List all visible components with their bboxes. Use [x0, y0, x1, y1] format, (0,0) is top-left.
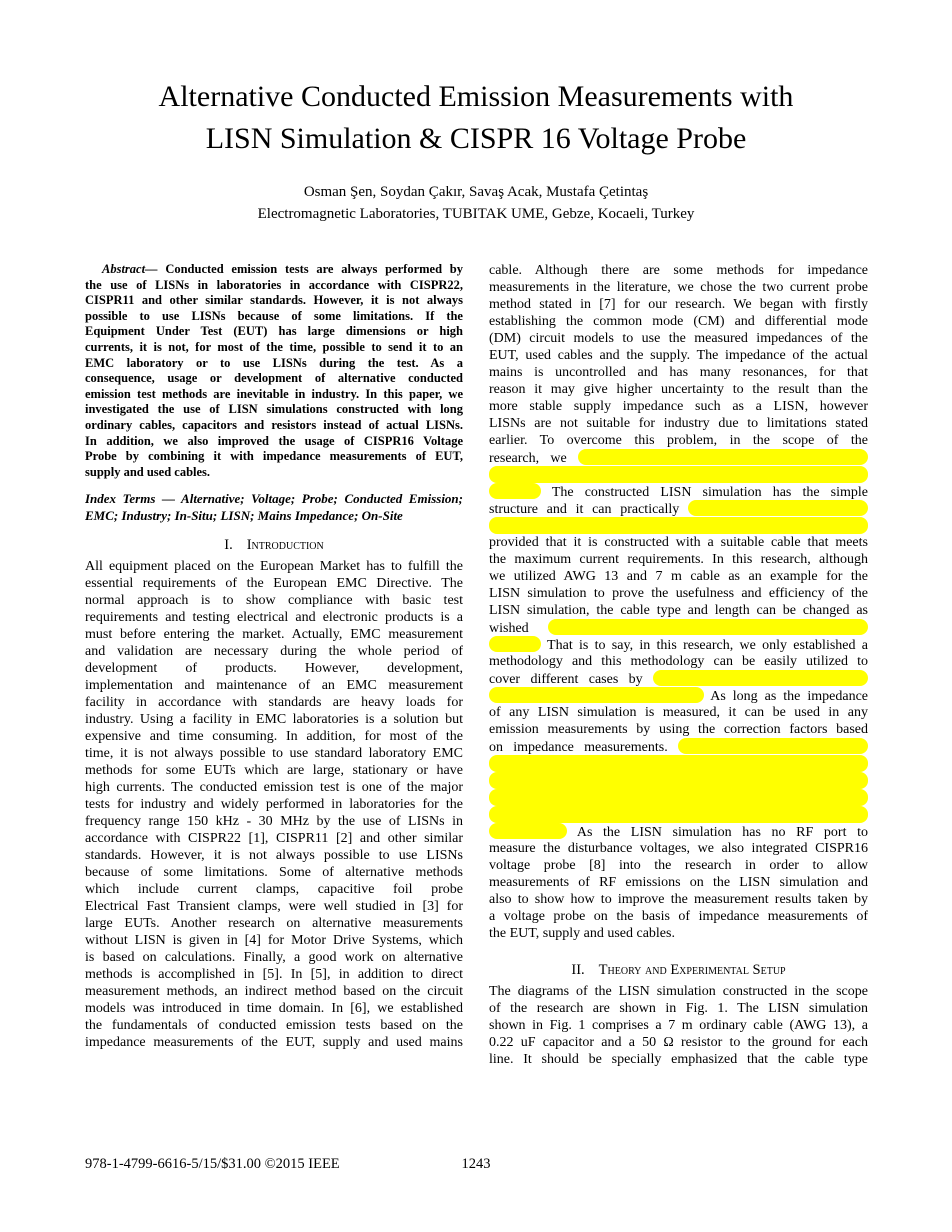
- abstract-line: the use of LISNs in laboratories in accordance with CISPR22,: [85, 277, 463, 292]
- section-number: I.: [224, 537, 233, 554]
- abstract-line: currents, it is not, for most of the time, possible to send it to an: [85, 339, 463, 354]
- body-text-line: methodology and this methodology can be easily utilized to: [489, 654, 868, 669]
- body-text-line: voltage probe [8] into the research in order to allow: [489, 858, 868, 873]
- body-text-line: also to show how to improve the measurement results taken by: [489, 892, 868, 907]
- body-text-line: [489, 517, 868, 534]
- abstract-line: In addition, we also improved the usage of CISPR16 Voltage: [85, 433, 463, 448]
- highlight-redaction: [688, 500, 868, 516]
- body-text-line: earlier. To overcome this problem, in the scope of the: [489, 433, 868, 448]
- highlight-redaction: [489, 755, 868, 772]
- paper-title-line-2: LISN Simulation & CISPR 16 Voltage Probe: [205, 122, 747, 155]
- body-text-line: establishing the common mode (CM) and differential mode: [489, 314, 868, 329]
- abstract-line: possible to use LISNs because of some limitations. If the: [85, 308, 463, 323]
- body-text-line: [489, 772, 868, 789]
- body-text-line: [489, 789, 868, 806]
- body-text-line: shown in Fig. 1 comprises a 7 m ordinary cable (AWG 13), a: [489, 1018, 868, 1033]
- body-text-line: because of some limitations. Some of alternative methods: [85, 865, 463, 881]
- highlight-redaction: [489, 483, 541, 499]
- text-segment: wished: [489, 621, 529, 636]
- body-text-line: LISN simulation to prove the usefulness and efficiency of the: [489, 586, 868, 601]
- abstract-line: ordinary cables, capacitors and resistors instead of actual LISNs.: [85, 417, 463, 432]
- section-heading-introduction: [85, 537, 463, 554]
- body-text-line: implementation and maintenance of an EMC measurement: [85, 678, 463, 694]
- body-text-line: LISNs are not suitable for industry due to limitations stated: [489, 416, 868, 431]
- body-text-line: [489, 619, 868, 636]
- paper-title: [0, 76, 952, 160]
- body-text-line: essential requirements of the European EMC Directive. The: [85, 576, 463, 592]
- body-text-line: (DM) circuit models to use the measured impedances of the: [489, 331, 868, 346]
- body-text-line: mains is uncontrolled and has many resonances, for that: [489, 365, 868, 380]
- page-number: 1243: [461, 1156, 491, 1172]
- copyright-notice: 978-1-4799-6616-5/15/$31.00 ©2015 IEEE: [85, 1156, 340, 1172]
- body-text-line: [489, 687, 868, 704]
- abstract-line: Equipment Under Test (EUT) has large dimensions or high: [85, 324, 463, 339]
- section-title: Introduction: [246, 537, 324, 554]
- body-text-line: accordance with CISPR22 [1], CISPR11 [2] and other similar: [85, 831, 463, 847]
- body-text-line: the fundamentals of conducted emission tests based on the: [85, 1018, 463, 1034]
- text-segment: research, we: [489, 451, 567, 466]
- abstract-first-text: Conducted emission tests are always performed by: [157, 262, 463, 276]
- text-segment: As long as the impedance: [710, 689, 868, 704]
- body-text-line: cable. Although there are some methods for impedance: [489, 263, 868, 278]
- body-text-line: requirements and testing electrical and electronic products is a: [85, 610, 463, 626]
- body-text-line: methods is accomplished in [5]. In [5], in addition to direct: [85, 967, 463, 983]
- text-segment: As the LISN simulation has no RF port to: [576, 825, 868, 840]
- text-segment: That is to say, in this research, we only established a: [547, 638, 868, 653]
- body-text-line: 0.22 uF capacitor and a 50 Ω resistor to the ground for each: [489, 1035, 868, 1050]
- body-text-line: LISN simulation, the cable type and length can be changed as: [489, 603, 868, 618]
- body-text-line: of any LISN simulation is measured, it can be used in any: [489, 705, 868, 720]
- body-text-line: tests for industry and widely performed in laboratories for the: [85, 797, 463, 813]
- highlight-redaction: [489, 806, 868, 823]
- body-text-line: method stated in [7] for our research. We began with firstly: [489, 297, 868, 312]
- section-heading-theory: [489, 962, 868, 979]
- body-text-line: [489, 500, 868, 517]
- body-text-line: large EUTs. Another research on alternative measurements: [85, 916, 463, 932]
- highlight-redaction: [678, 738, 868, 754]
- body-text-line: [489, 755, 868, 772]
- body-text-line: facility in accordance with standards are heavy loads for: [85, 695, 463, 711]
- body-text-line: development of products. However, development,: [85, 661, 463, 677]
- body-text-line: and validation are necessary during the whole period of: [85, 644, 463, 660]
- body-text-line: which include current clamps, capacitive foil probe: [85, 882, 463, 898]
- highlight-redaction: [489, 687, 704, 703]
- body-text-line: frequency range 150 kHz - 30 MHz by the use of LISNs in: [85, 814, 463, 830]
- body-text-line: high currents. The conducted emission test is one of the major: [85, 780, 463, 796]
- highlight-redaction: [489, 466, 868, 483]
- body-text-line: without LISN is given in [4] for Motor Drive Systems, which: [85, 933, 463, 949]
- body-text-line: [489, 483, 868, 500]
- body-text-line: [489, 823, 868, 840]
- abstract-first-line: [85, 262, 463, 278]
- body-text-line: emission measurements by using the correction factors based: [489, 722, 868, 737]
- body-text-line: measure the disturbance voltages, we also integrated CISPR16: [489, 841, 868, 856]
- body-text-line: a voltage probe on the basis of impedance measurements of: [489, 909, 868, 924]
- body-text-line: the maximum current requirements. In this research, although: [489, 552, 868, 567]
- abstract-line: Probe by combining it with impedance measurements of EUT,: [85, 449, 463, 464]
- body-text-line: Electrical Fast Transient clamps, were well studied in [3] for: [85, 899, 463, 915]
- body-text-line: measurements of RF emissions on the LISN simulation and: [489, 875, 868, 890]
- body-text-line: expensive and time consuming. In addition, for most of the: [85, 729, 463, 745]
- highlight-redaction: [489, 636, 541, 652]
- abstract-line: investigated the use of LISN simulations constructed with long: [85, 402, 463, 417]
- affiliation: Electromagnetic Laboratories, TUBITAK UME, Gebze, Kocaeli, Turkey: [257, 206, 695, 222]
- body-text-line: All equipment placed on the European Market has to fulfill the: [85, 559, 463, 575]
- highlight-redaction: [548, 619, 868, 635]
- body-text-line: [489, 636, 868, 653]
- abstract-lines: [85, 278, 463, 481]
- body-text-line: more stable supply impedance such as a LISN, however: [489, 399, 868, 414]
- text-segment: cover different cases by: [489, 672, 643, 687]
- body-text-line: standards. However, it is not always possible to use LISNs: [85, 848, 463, 864]
- body-text-line: impedance measurements of the EUT, supply and used mains: [85, 1035, 463, 1051]
- highlight-redaction: [489, 517, 868, 534]
- body-text-line: [489, 466, 868, 483]
- body-text-line: [489, 670, 868, 687]
- paper-title-line-1: Alternative Conducted Emission Measurements with: [158, 80, 794, 113]
- index-terms-section: [85, 490, 463, 524]
- highlight-redaction: [578, 449, 868, 465]
- abstract-label: Abstract—: [102, 262, 158, 276]
- introduction-text: [85, 558, 463, 1051]
- highlight-redaction: [489, 823, 567, 839]
- abstract-line: CISPR11 and other similar standards. However, it is not always: [85, 293, 463, 308]
- body-text-line: is based on calculations. Finally, a good work on alternative: [85, 950, 463, 966]
- index-terms-line: EMC; Industry; In-Situ; LISN; Mains Impedance; On-Site: [85, 508, 403, 524]
- abstract-line: EMC laboratory or to use LISNs during the test. As a: [85, 355, 463, 370]
- left-column: [85, 262, 463, 1068]
- highlight-redaction: [653, 670, 868, 686]
- body-text-line: the EUT, supply and used cables.: [489, 926, 675, 941]
- right-column-text-upper: [489, 262, 868, 942]
- text-segment: The constructed LISN simulation has the simple: [551, 485, 868, 500]
- abstract-section: [85, 262, 463, 480]
- abstract-line: consequence, usage or development of alternative conducted: [85, 371, 463, 386]
- two-column-body: [85, 262, 868, 1068]
- body-text-line: measurements in the literature, we chose the two current probe: [489, 280, 868, 295]
- body-text-line: provided that it is constructed with a suitable cable that meets: [489, 535, 868, 550]
- body-text-line: we utilized AWG 13 and 7 m cable as an example for the: [489, 569, 868, 584]
- body-text-line: normal approach is to show compliance with basic test: [85, 593, 463, 609]
- abstract-line: emission test methods are inevitable in industry. In this paper, we: [85, 386, 463, 401]
- authors: Osman Şen, Soydan Çakır, Savaş Acak, Mustafa Çetintaş: [303, 184, 649, 200]
- highlight-redaction: [489, 772, 868, 789]
- body-text-line: must before entering the market. Actually, EMC measurement: [85, 627, 463, 643]
- section-title: Theory and Experimental Setup: [598, 962, 786, 978]
- body-text-line: [489, 449, 868, 466]
- body-text-line: time, it is not always possible to use standard laboratory EMC: [85, 746, 463, 762]
- body-text-line: [489, 806, 868, 823]
- body-text-line: The diagrams of the LISN simulation constructed in the scope: [489, 984, 868, 999]
- abstract-line: supply and used cables.: [85, 464, 211, 479]
- body-text-line: EUT, used cables and the supply. The impedance of the actual: [489, 348, 868, 363]
- section-number: II.: [571, 962, 585, 978]
- body-text-line: [489, 738, 868, 755]
- right-column-text-lower: [489, 983, 868, 1068]
- highlight-redaction: [489, 789, 868, 806]
- text-segment: structure and it can practically: [489, 502, 680, 517]
- index-terms-line: Index Terms — Alternative; Voltage; Probe; Conducted Emission;: [85, 491, 463, 507]
- body-text-line: models was introduced in time domain. In [6], we established: [85, 1001, 463, 1017]
- body-text-line: methods for some EUTs which are large, stationary or have: [85, 763, 463, 779]
- body-text-line: measurement methods, an indirect method based on the circuit: [85, 984, 463, 1000]
- body-text-line: reason it may give higher uncertainty to the result than the: [489, 382, 868, 397]
- right-column: [489, 262, 868, 1068]
- text-segment: on impedance measurements.: [489, 740, 668, 755]
- body-text-line: line. It should be specially emphasized that the cable type: [489, 1052, 868, 1067]
- body-text-line: of the research are shown in Fig. 1. The LISN simulation: [489, 1001, 868, 1016]
- body-text-line: industry. Using a facility in EMC laboratories is a solution but: [85, 712, 463, 728]
